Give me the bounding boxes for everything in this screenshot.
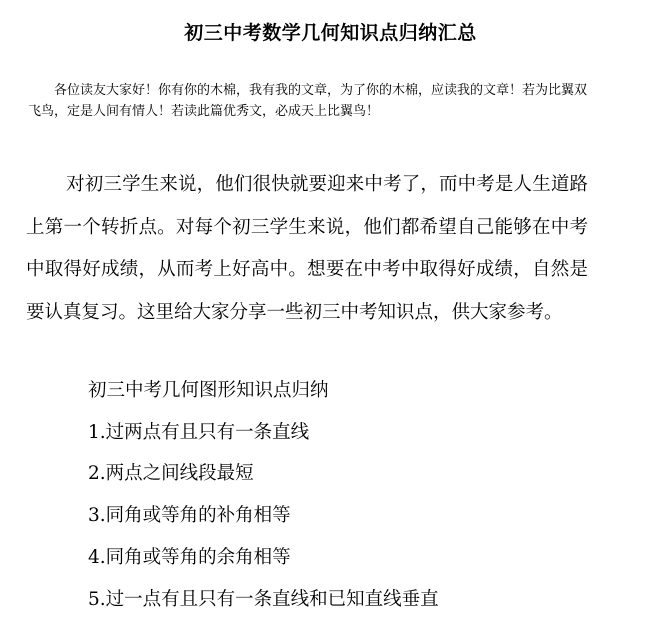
section-heading: 初三中考几何图形知识点归纳 [88, 380, 329, 401]
knowledge-point-list [88, 370, 439, 620]
document-title: 初三中考数学几何知识点归纳汇总 [184, 22, 477, 44]
list-item: 3.同角或等角的补角相等 [88, 505, 291, 527]
list-item: 1.过两点有且只有一条直线 [88, 421, 310, 443]
intro-paragraph [26, 164, 588, 334]
greeting-paragraph [28, 80, 588, 122]
intro-text: 对初三学生来说，他们很快就要迎来中考了，而中考是人生道路上第一个转折点。对每个初三学生来说，他们都希望自己能够在中考中取得好成绩，从而考上好高中。想要在中考中取得好成绩，自然是要认真复习。这里给大家分享一些初三中考知识点，供大家参考。 [26, 174, 588, 323]
list-item: 4.同角或等角的余角相等 [88, 546, 291, 568]
list-item: 2.两点之间线段最短 [88, 463, 254, 485]
list-item: 5.过一点有且只有一条直线和已知直线垂直 [88, 588, 439, 610]
greeting-text: 各位读友大家好！你有你的木棉，我有我的文章，为了你的木棉，应读我的文章！若为比翼双飞鸟，定是人间有情人！若读此篇优秀文，必成天上比翼鸟！ [28, 83, 588, 119]
